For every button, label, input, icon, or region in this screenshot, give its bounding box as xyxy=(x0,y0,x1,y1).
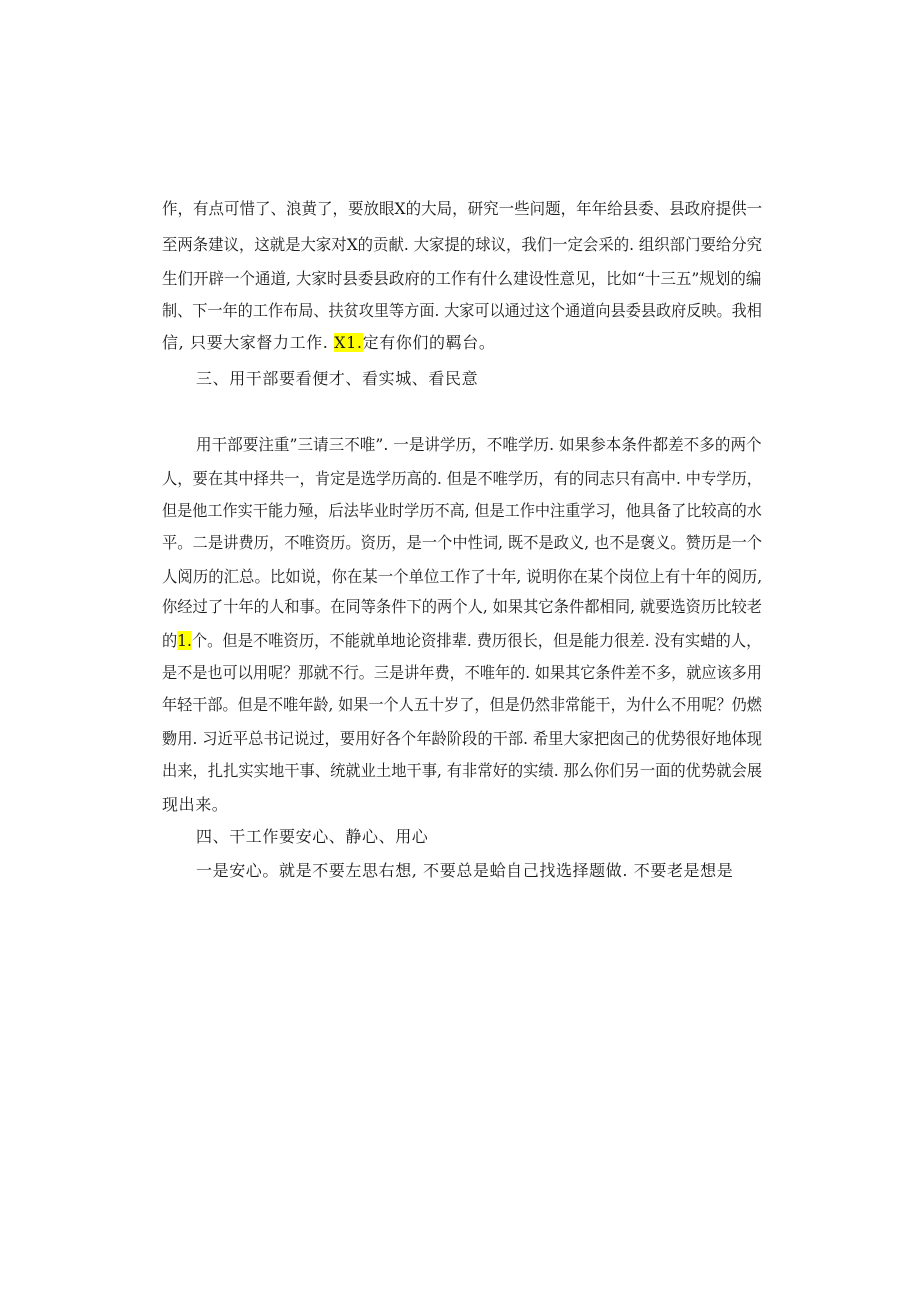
paragraph-1-line-1: 作，有点可惜了、浪黄了，要放眼X的大局，研究一些问题，年年给县委、县政府提供一 xyxy=(162,199,763,218)
paragraph-1-line-5-text-a: 信, 只要大家督力工作. xyxy=(162,333,335,352)
paragraph-2-line-3: 但是他工作实干能力殛，后法毕业时学历不高, 但是工作中注重学习，他具备了比较高的水 xyxy=(162,501,762,520)
paragraph-2-line-6: 你经过了十年的人和事。在同等条件下的两个人, 如果其它条件都相同, 就要选资历比较老 xyxy=(162,597,763,616)
paragraph-3-line-1: 一是安心。就是不要左思右想, 不要总是蛤自己找选择题做. 不要老是想是 xyxy=(196,861,734,880)
paragraph-2-line-7 xyxy=(162,628,761,654)
paragraph-2-line-4: 平。二是讲费历，不唯资历。资历，是一个中性词, 既不是政义, 也不是褒义。赞历是一个 xyxy=(162,533,763,552)
paragraph-1-line-2: 至两条建议，这就是大家对X的贡献. 大家提的球议，我们一定会采的. 组织部门要给分究 xyxy=(162,235,763,254)
paragraph-2-line-5: 人阅历的汇总。比如说，你在某一个单位工作了十年, 说明你在某个岗位上有十年的阅历, xyxy=(162,567,763,586)
paragraph-2-line-2: 人，要在其中择共一，肯定是选学历高的. 但是不唯学历，有的同志只有高中. 中专学历， xyxy=(162,469,763,488)
highlighted-text: X1. xyxy=(334,333,363,352)
paragraph-2-line-9: 年轻干部。但是不唯年龄, 如果一个人五十岁了，但是仍然非常能干，为什么不用呢？仍燃 xyxy=(162,695,762,714)
paragraph-1-line-5-text-b: 定有你们的羁台。 xyxy=(362,333,496,352)
highlighted-text: 1. xyxy=(177,631,192,650)
paragraph-2-line-7-text-a: 的 xyxy=(162,631,178,650)
paragraph-2-line-12: 现出来。 xyxy=(162,795,229,814)
section-heading-3: 三、用干部要看便才、看实城、看民意 xyxy=(196,369,479,388)
paragraph-2-line-7-text-b: 个。但是不唯资历，不能就单地论资排辈. 费历很长，但是能力很差. 没有实蜡的人， xyxy=(191,631,762,650)
paragraph-2-line-11: 出来，扎扎实实地干事、统就业土地干事, 有非常好的实绩. 那么你们另一面的优势就会展 xyxy=(162,761,763,780)
paragraph-2-line-1: 用干部要注重”三请三不唯”. 一是讲学历，不唯学历. 如果参本条件都差不多的两个 xyxy=(196,435,762,454)
paragraph-1-line-4: 制、下一年的工作布局、扶贫攻里等方面. 大家可以通过这个通道向县委县政府反映。我相 xyxy=(162,301,762,320)
paragraph-2-line-8: 是不是也可以用呢？那就不行。三是讲年费，不唯年的. 如果其它条件差不多，就应该多用 xyxy=(162,663,762,682)
paragraph-2-line-10: 覅用. 习近平总书记说过，要用好各个年龄阶段的干部. 希里大家把囱己的优势很好地体现 xyxy=(162,729,763,748)
section-heading-4: 四、干工作要安心、静心、用心 xyxy=(196,827,429,846)
paragraph-1-line-3: 生们开辟一个通道, 大家时县委县政府的工作有什么建设性意见，比如“十三五”规划的编 xyxy=(162,269,762,288)
paragraph-1-line-5 xyxy=(162,330,495,356)
